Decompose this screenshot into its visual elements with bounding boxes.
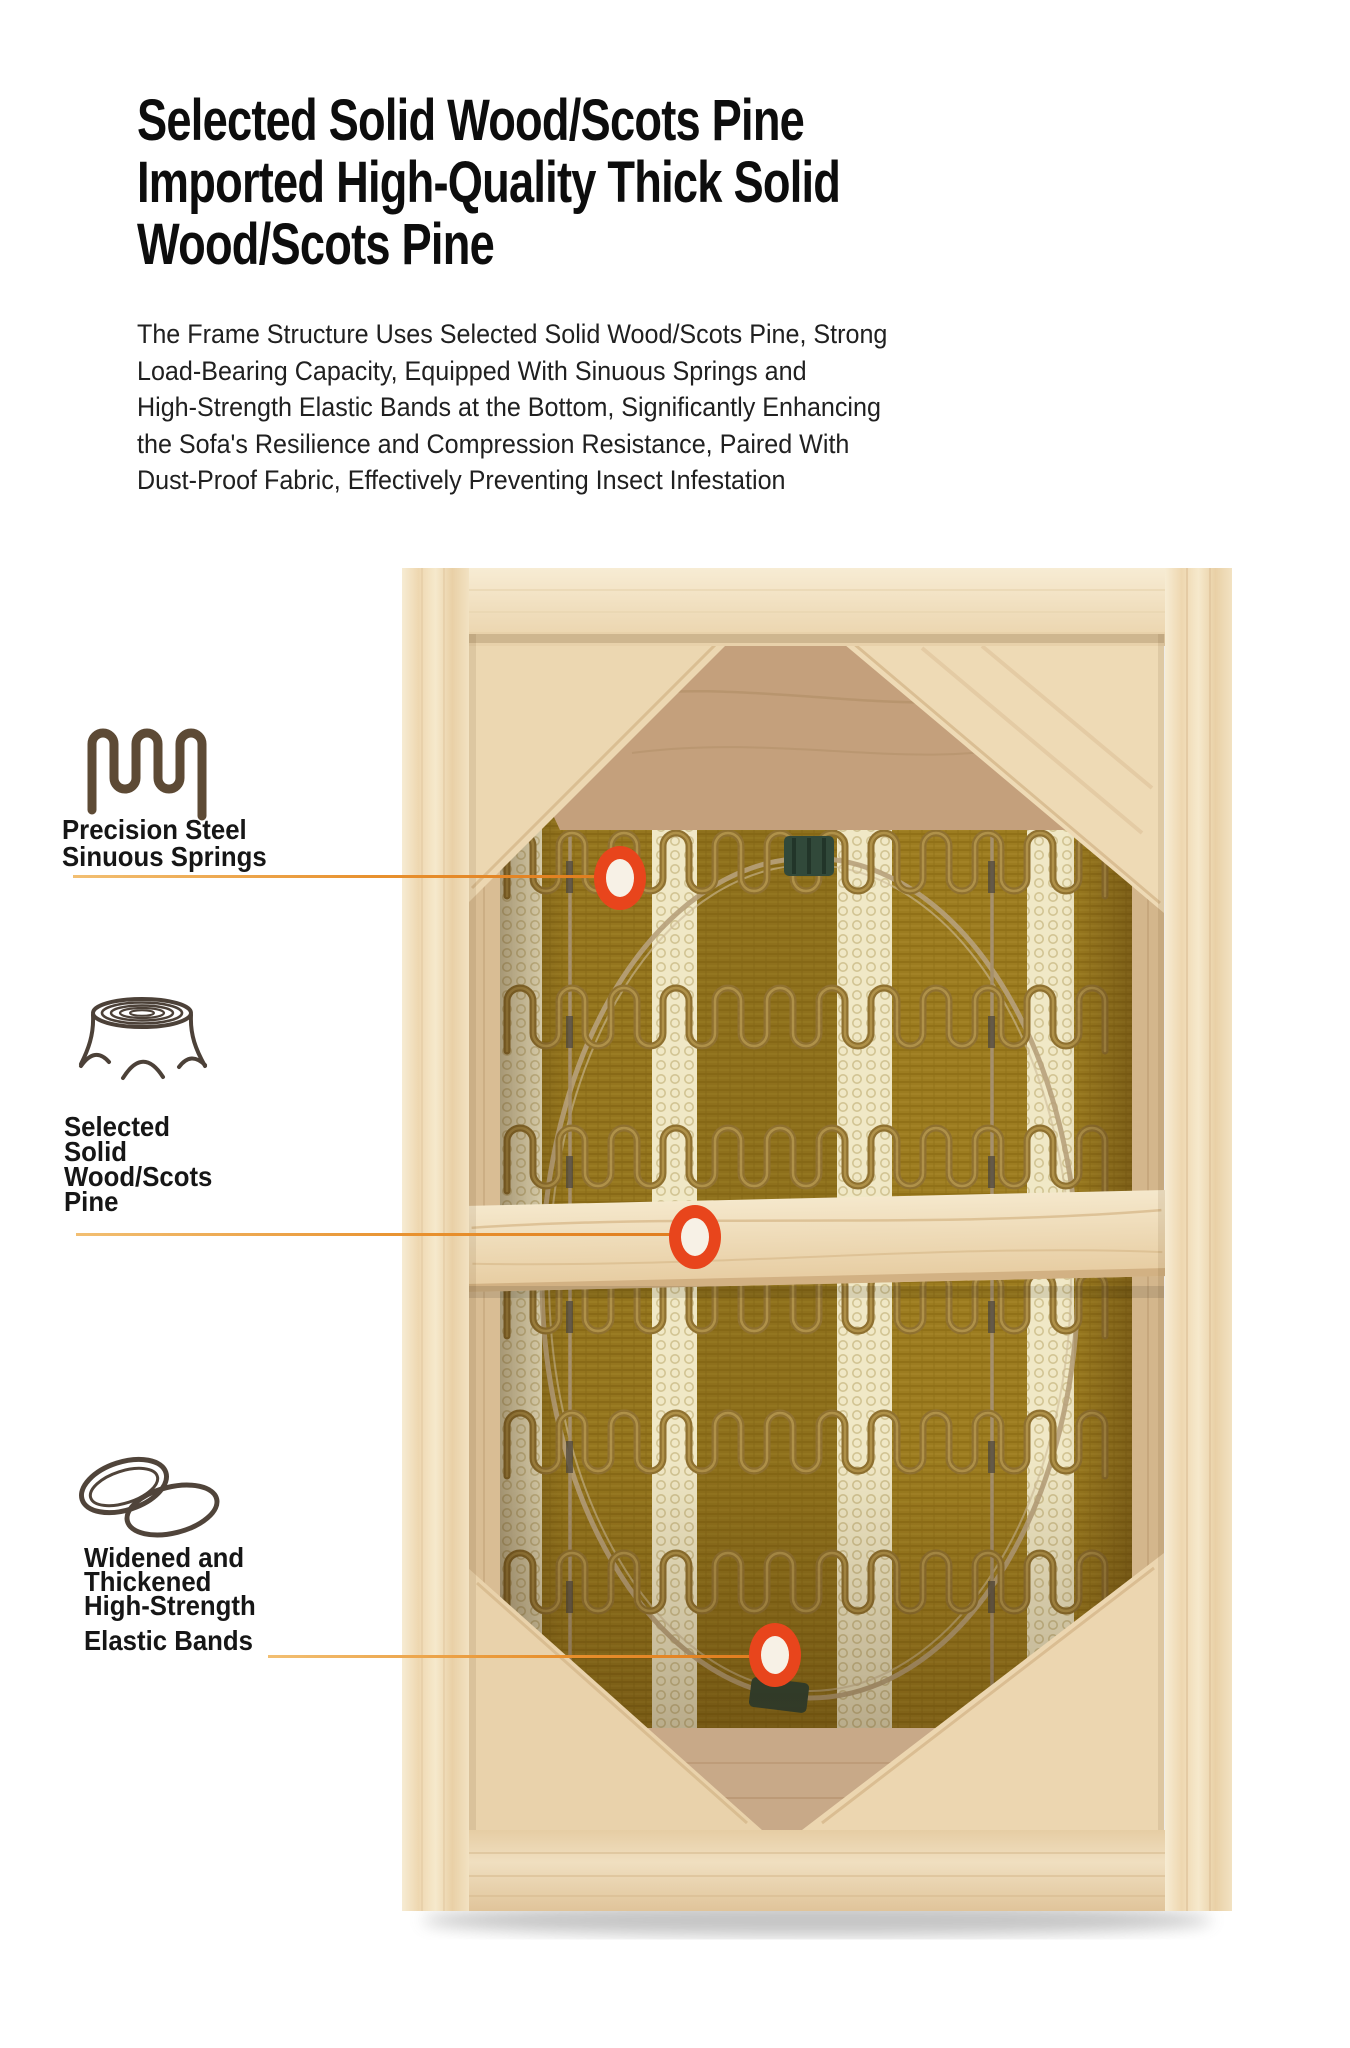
callout-wood-label bbox=[64, 1111, 213, 1217]
callout-label-line: Solid bbox=[64, 1136, 127, 1167]
callout-bands-label bbox=[84, 1542, 256, 1656]
marker-core bbox=[606, 859, 634, 897]
callout-line-springs bbox=[73, 875, 620, 878]
description-line: Load-Bearing Capacity, Equipped With Sinuous Springs and bbox=[137, 355, 807, 386]
callout-label-line: Elastic Bands bbox=[84, 1625, 253, 1656]
callout-marker-springs bbox=[594, 846, 646, 910]
callout-marker-wood bbox=[669, 1205, 721, 1269]
callout-label-line: Sinuous Springs bbox=[62, 841, 267, 872]
page-title-line: Wood/Scots Pine bbox=[137, 212, 494, 277]
marker-core bbox=[761, 1636, 789, 1674]
page-title bbox=[137, 90, 840, 276]
callout-label-line: High-Strength bbox=[84, 1590, 256, 1621]
callout-marker-bands bbox=[749, 1623, 801, 1687]
page-title-line: Imported High-Quality Thick Solid bbox=[137, 150, 841, 215]
wood-stump-icon bbox=[78, 992, 210, 1096]
callout-label-line: Thickened bbox=[84, 1566, 212, 1597]
description-line: High-Strength Elastic Bands at the Bottom, Significantly Enhancing bbox=[137, 392, 881, 422]
centre-crossbar bbox=[459, 1190, 1173, 1292]
callout-label-line: Pine bbox=[64, 1186, 119, 1217]
callout-line-bands bbox=[268, 1655, 775, 1658]
sinuous-spring-icon bbox=[86, 714, 208, 822]
page-title-line: Selected Solid Wood/Scots Pine bbox=[137, 88, 805, 153]
callout-springs-label bbox=[62, 816, 267, 870]
description-line: the Sofa's Resilience and Compression Resistance, Paired With bbox=[137, 428, 850, 459]
description-line: The Frame Structure Uses Selected Solid Wood/Scots Pine, Strong bbox=[137, 319, 888, 349]
frame-interior bbox=[459, 634, 1173, 1830]
sofa-frame-photo bbox=[402, 568, 1232, 1958]
description-line: Dust-Proof Fabric, Effectively Preventing Insect Infestation bbox=[137, 465, 786, 495]
callout-line-wood bbox=[76, 1233, 695, 1236]
callout-label-line: Precision Steel bbox=[62, 814, 247, 845]
product-description bbox=[137, 316, 887, 499]
callout-label-line: Selected bbox=[64, 1111, 170, 1142]
elastic-band-icon bbox=[70, 1450, 228, 1550]
marker-core bbox=[681, 1218, 709, 1256]
callout-label-line: Wood/Scots bbox=[64, 1161, 213, 1192]
callout-label-line: Widened and bbox=[84, 1542, 245, 1573]
